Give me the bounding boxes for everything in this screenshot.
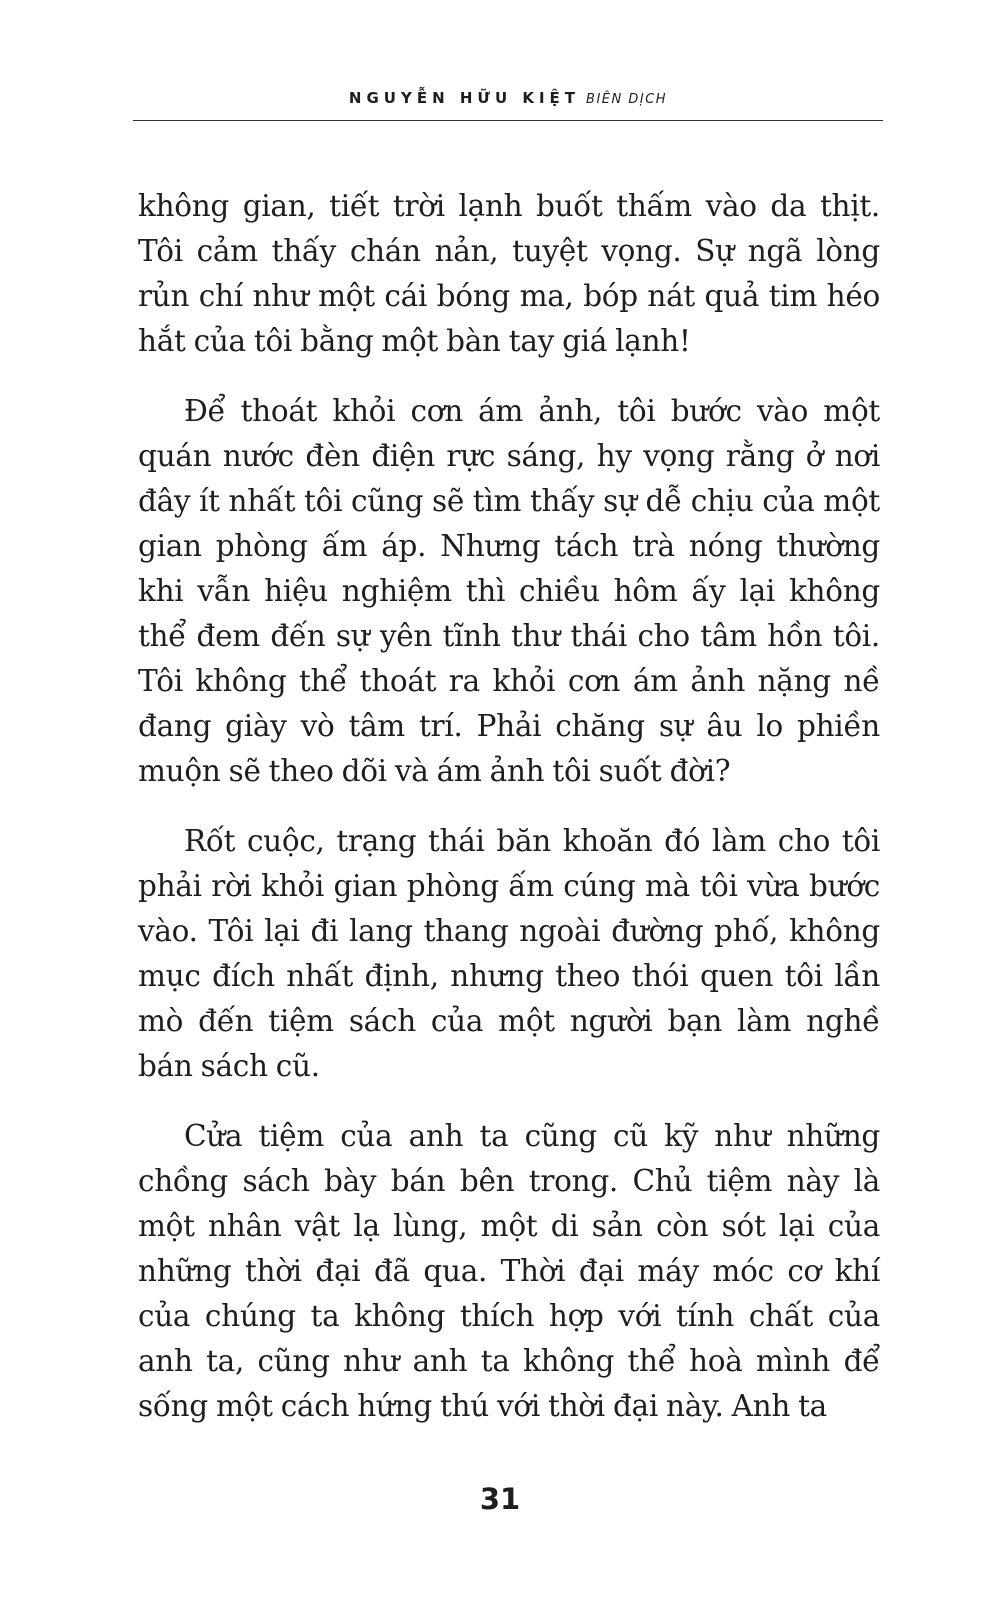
header-author: NGUYỄN HỮU KIỆT — [348, 89, 581, 107]
header-role: BIÊN DỊCH — [586, 92, 668, 107]
running-header — [133, 84, 883, 114]
paragraph-4: Cửa tiệm của anh ta cũng cũ kỹ như những chồng sách bày bán bên trong. Chủ tiệm này là một nhân vật lạ lùng, một di sản còn sót lại của những thời đại đã qua. Thời đại máy móc cơ khí của chúng ta không thích hợp với tính chất của anh ta, cũng như anh ta không thể hoà mình để sống một cách hứng thú với thời đại này. Anh ta — [138, 1119, 880, 1423]
body-text — [138, 184, 880, 1454]
page-number: 31 — [479, 1482, 521, 1516]
paragraph-3: Rốt cuộc, trạng thái băn khoăn đó làm cho tôi phải rời khỏi gian phòng ấm cúng mà tôi vừa bước vào. Tôi lại đi lang thang ngoài đường phố, không mục đích nhất định, nhưng theo thói quen tôi lần mò đến tiệm sách của một người bạn làm nghề bán sách cũ. — [138, 824, 880, 1083]
header-rule — [133, 120, 883, 121]
paragraph-1: không gian, tiết trời lạnh buốt thấm vào da thịt. Tôi cảm thấy chán nản, tuyệt vọng. Sự ngã lòng rủn chí như một cái bóng ma, bóp nát quả tim héo hắt của tôi bằng một bàn tay giá lạnh! — [138, 189, 880, 358]
paragraph-2: Để thoát khỏi cơn ám ảnh, tôi bước vào một quán nước đèn điện rực sáng, hy vọng rằng ở nơi đây ít nhất tôi cũng sẽ tìm thấy sự dễ chịu của một gian phòng ấm áp. Nhưng tách trà nóng thường khi vẫn hiệu nghiệm thì chiều hôm ấy lại không thể đem đến sự yên tĩnh thư thái cho tâm hồn tôi. Tôi không thể thoát ra khỏi cơn ám ảnh nặng nề đang giày vò tâm trí. Phải chăng sự âu lo phiền muộn sẽ theo dõi và ám ảnh tôi suốt đời? — [138, 394, 880, 788]
